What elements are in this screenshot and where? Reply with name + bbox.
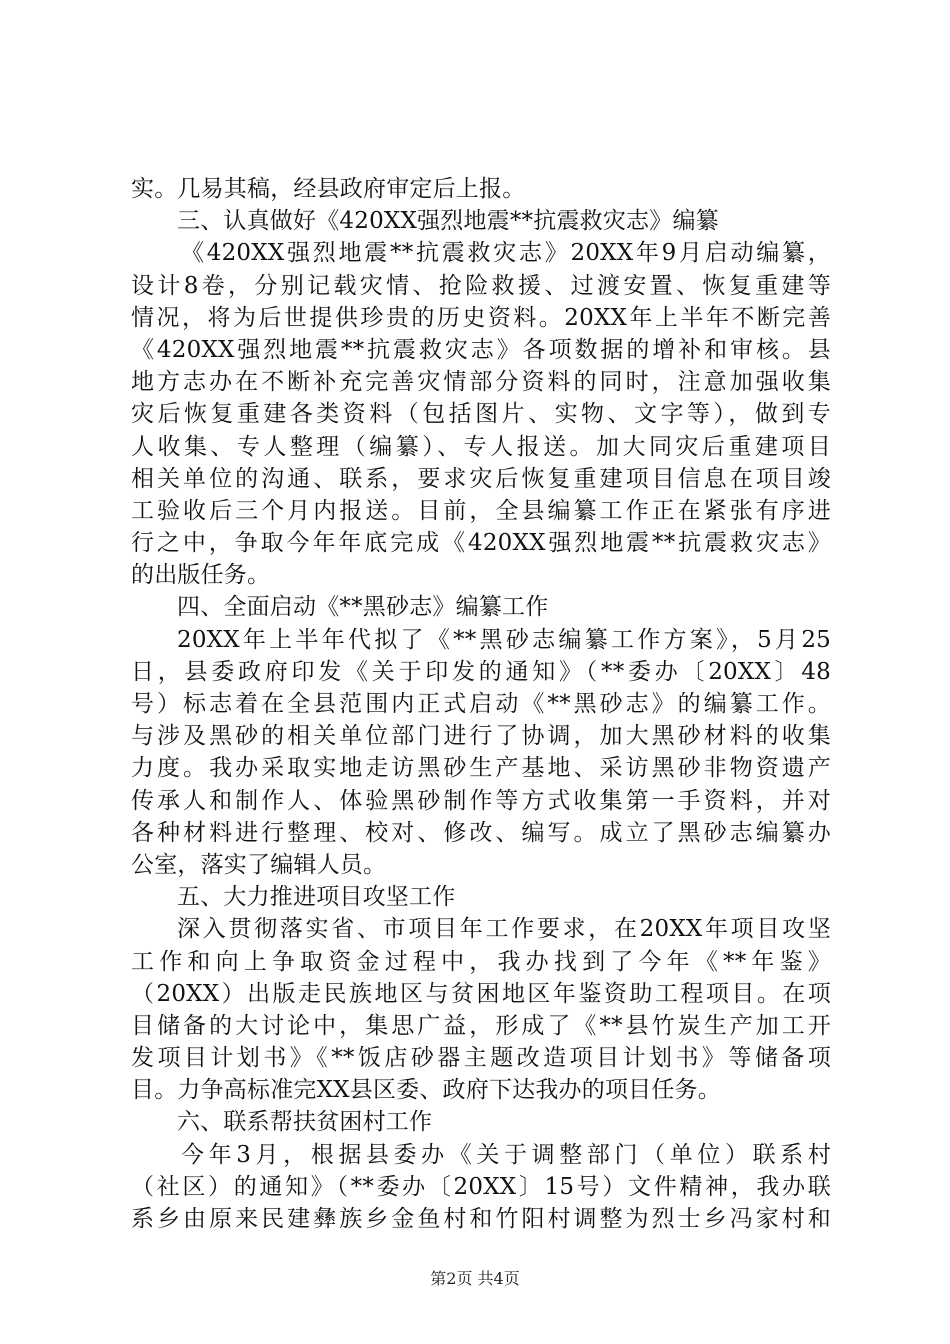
paragraph-line: （20XX）出版走民族地区与贫困地区年鉴资助工程项目。在项	[131, 980, 831, 1007]
paragraph-line: 行之中，争取今年年底完成《420XX强烈地震**抗震救灾志》	[131, 530, 831, 557]
paragraph-line: 目储备的大讨论中，集思广益，形成了《**县竹炭生产加工开	[131, 1012, 831, 1039]
paragraph-line: 发项目计划书》《**饭店砂器主题改造项目计划书》等储备项	[131, 1045, 831, 1072]
paragraph-line: 地方志办在不断补充完善灾情部分资料的同时，注意加强收集	[131, 369, 831, 396]
section-heading-4: 四、全面启动《**黑砂志》编纂工作	[177, 594, 549, 621]
paragraph-line: 传承人和制作人、体验黑砂制作等方式收集第一手资料，并对	[131, 787, 831, 814]
paragraph-line: （社区）的通知》（**委办〔20XX〕15号）文件精神，我办联	[131, 1173, 831, 1200]
paragraph-line: 系乡由原来民建彝族乡金鱼村和竹阳村调整为烈士乡冯家村和	[131, 1206, 831, 1232]
paragraph-line: 与涉及黑砂的相关单位部门进行了协调，加大黑砂材料的收集	[131, 723, 831, 750]
section-heading-6: 六、联系帮扶贫困村工作	[177, 1109, 433, 1136]
paragraph-line: 相关单位的沟通、联系，要求灾后恢复重建项目信息在项目竣	[131, 465, 831, 492]
paragraph-line: 力度。我办采取实地走访黑砂生产基地、采访黑砂非物资遗产	[131, 755, 831, 782]
paragraph-line: 各种材料进行整理、校对、修改、编写。成立了黑砂志编纂办	[131, 819, 831, 846]
paragraph-line: 深入贯彻落实省、市项目年工作要求，在20XX年项目攻坚	[177, 916, 831, 943]
page-number-footer: 第2页 共4页	[430, 1269, 520, 1288]
paragraph-line: 灾后恢复重建各类资料（包括图片、实物、文字等），做到专	[131, 401, 831, 428]
section-heading-3: 三、认真做好《420XX强烈地震**抗震救灾志》编纂	[177, 208, 719, 235]
paragraph-line: 设计8卷，分别记载灾情、抢险救援、过渡安置、恢复重建等	[131, 272, 831, 299]
document-body	[131, 173, 831, 1235]
paragraph-line: 人收集、专人整理（编纂）、专人报送。加大同灾后重建项目	[131, 433, 831, 460]
paragraph-line: 公室，落实了编辑人员。	[131, 851, 387, 878]
paragraph-line: 日，县委政府印发《关于印发的通知》（**委办〔20XX〕48	[131, 658, 831, 685]
section-heading-5: 五、大力推进项目攻坚工作	[177, 884, 456, 911]
paragraph-line: 号）标志着在全县范围内正式启动《**黑砂志》的编纂工作。	[131, 691, 831, 717]
paragraph-line: 20XX年上半年代拟了《**黑砂志编纂工作方案》，5月25	[177, 626, 831, 653]
paragraph-line: 工验收后三个月内报送。目前，全县编纂工作正在紧张有序进	[131, 497, 831, 524]
paragraph-line: 情况，将为后世提供珍贵的历史资料。20XX年上半年不断完善	[131, 304, 831, 331]
paragraph-line: 工作和向上争取资金过程中，我办找到了今年《**年鉴》	[131, 948, 831, 975]
paragraph-line: 实。几易其稿，经县政府审定后上报。	[131, 176, 526, 202]
paragraph-line: 今年3月，根据县委办《关于调整部门（单位）联系村	[181, 1141, 831, 1168]
paragraph-line: 《420XX强烈地震**抗震救灾志》各项数据的增补和审核。县	[131, 336, 831, 363]
paragraph-line: 目。力争高标准完XX县区委、政府下达我办的项目任务。	[131, 1077, 721, 1104]
paragraph-line: 的出版任务。	[131, 562, 271, 589]
paragraph-line: 《420XX强烈地震**抗震救灾志》20XX年9月启动编纂，	[181, 240, 831, 267]
